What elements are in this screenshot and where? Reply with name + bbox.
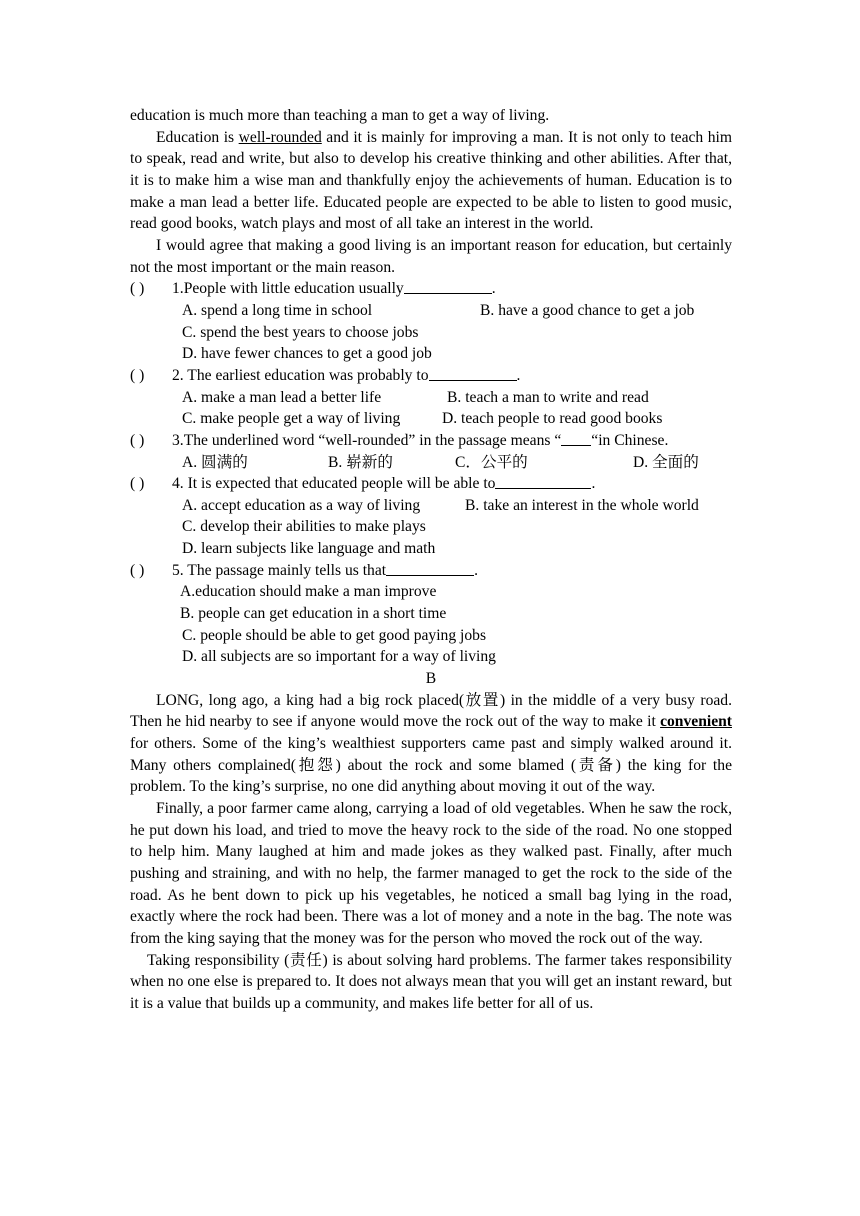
option-c: C．公平的 [455, 453, 528, 471]
options-row [130, 387, 732, 409]
option-d: D. learn subjects like language and math [182, 540, 436, 558]
options-row [130, 495, 732, 517]
passage-b-paragraph-3: Taking responsibility (责任) is about solving hard problems. The farmer takes responsibility when no one else is prepared to. It does not always mean that you will get an instant reward, but it is a value that builds up a community, and makes life better for all of us. [130, 951, 732, 1012]
option-b: B. have a good chance to get a job [480, 301, 695, 319]
option-d: D. have fewer chances to get a good job [182, 345, 432, 363]
text: . [591, 475, 596, 493]
question-stem: 1.People with little education usually [172, 280, 404, 298]
answer-blank [561, 430, 591, 446]
text: and it is mainly for improving a man. It is not only to teach him to speak, read and write, but also to develop his creative thinking and other abilities. After that, it is to make him a wise man and thankfully enjoy the achievements of human. Education is to make a man lead a better life. Educated people are expected to be able to listen to good music, read good books, watch plays and most of all take an interest in the world. [130, 128, 732, 233]
option-c: C. spend the best years to choose jobs [182, 323, 419, 341]
option-a: A. spend a long time in school [182, 301, 373, 319]
answer-paren: ( ) [130, 366, 145, 384]
underlined-word: well-rounded [238, 128, 322, 146]
question-stem: 3.The underlined word “well-rounded” in the passage means “ [172, 431, 562, 449]
answer-blank [386, 560, 474, 576]
text: for others. Some of the king’s wealthiest supporters came past and simply walked around it. Many others complained(抱怨) about the rock and some blamed (责备) the king for the problem. To the king’s surprise, no one did anything about moving it out of the way. [130, 735, 732, 796]
text: Education is [156, 128, 239, 146]
option-a: A. 圆满的 [182, 453, 248, 471]
option-b: B. 崭新的 [328, 453, 393, 471]
passage-a-paragraph-1 [130, 127, 732, 235]
passage-a-paragraph-2: I would agree that making a good living is an important reason for education, but certainly not the most important or the main reason. [130, 236, 732, 276]
text: . [474, 561, 478, 579]
option-b: B. people can get education in a short time [180, 605, 447, 623]
option-b: B. teach a man to write and read [447, 388, 649, 406]
question-stem: 2. The earliest education was probably to [172, 366, 429, 384]
option-a: A. make a man lead a better life [182, 388, 382, 406]
option-b: B. take an interest in the whole world [465, 496, 699, 514]
question-stem: 5. The passage mainly tells us that [172, 561, 387, 579]
option-a: A.education should make a man improve [180, 583, 437, 601]
answer-blank [429, 365, 517, 381]
option-a: A. accept education as a way of living [182, 496, 421, 514]
options-row [130, 408, 732, 430]
question-1 [130, 278, 732, 300]
question-3 [130, 430, 732, 452]
answer-blank [495, 473, 591, 489]
text: LONG, long ago, a king had a big rock placed(放置) in the middle of a very busy road. Then he hid nearby to see if anyone would move the rock out of the way to make it [130, 691, 732, 731]
option-d: D. teach people to read good books [442, 410, 663, 428]
question-5 [130, 560, 732, 582]
options-row [130, 452, 732, 474]
answer-blank [404, 278, 492, 294]
question-4 [130, 473, 732, 495]
text: “in Chinese. [591, 431, 669, 449]
text: . [516, 366, 521, 384]
option-d: D. all subjects are so important for a way of living [182, 648, 496, 666]
answer-paren: ( ) [130, 431, 145, 449]
question-stem: 4. It is expected that educated people will be able to [172, 475, 496, 493]
option-c: C. people should be able to get good paying jobs [182, 626, 487, 644]
option-d: D. 全面的 [633, 453, 699, 471]
question-2 [130, 365, 732, 387]
answer-paren: ( ) [130, 475, 145, 493]
answer-paren: ( ) [130, 561, 145, 579]
passage-b-paragraph-1 [130, 690, 732, 798]
passage-b-paragraph-2: Finally, a poor farmer came along, carrying a load of old vegetables. When he saw the rock, he put down his load, and tried to move the heavy rock to the side of the road. No one stopped to help him. Many laughed at him and made jokes as they walked past. Finally, after much pushing and straining, and with no help, the farmer managed to get the rock to the side of the road. As he bent down to pick up his vegetables, he noticed a small bag lying in the road, exactly where the rock had been. There was a lot of money and a note in the bag. The note was from the king saying that the money was for the person who moved the rock out of the way. [130, 800, 732, 947]
option-c: C. make people get a way of living [182, 410, 401, 428]
document-page [130, 105, 732, 1015]
underlined-bold-word: convenient [660, 713, 732, 731]
options-row [130, 300, 732, 322]
text: . [491, 280, 496, 298]
passage-a-continuation: education is much more than teaching a man to get a way of living. [130, 107, 550, 124]
section-heading: B [425, 670, 437, 688]
option-c: C. develop their abilities to make plays [182, 518, 426, 536]
answer-paren: ( ) [130, 280, 145, 298]
